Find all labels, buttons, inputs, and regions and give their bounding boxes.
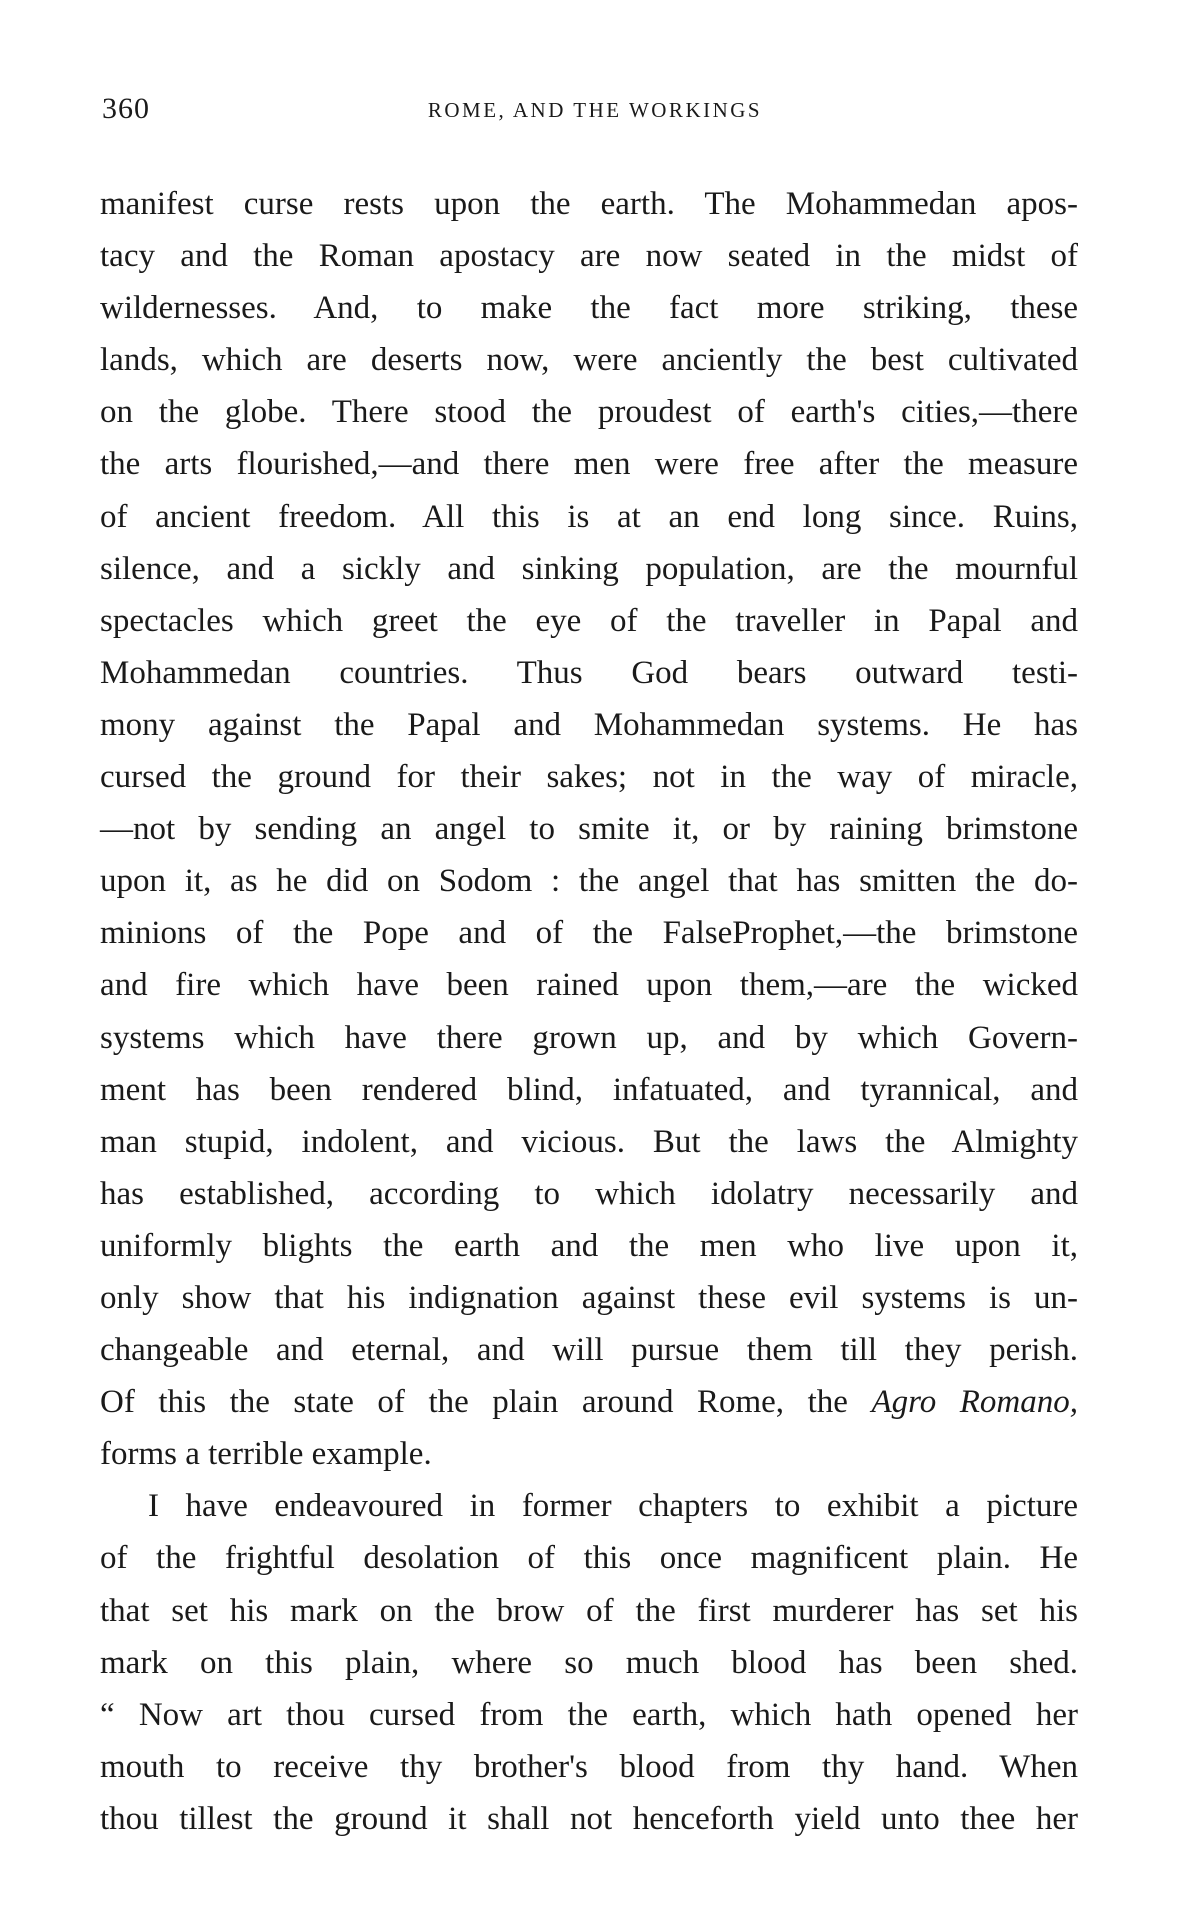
paragraph-1 (100, 178, 1078, 1480)
text-line: of ancient freedom. All this is at an end long since. Ruins, (100, 498, 1078, 535)
text-line: —not by sending an angel to smite it, or by raining brimstone (100, 811, 1078, 848)
italic-term-agro-romano: Agro Romano, (871, 1384, 1079, 1421)
text-line: thou tillest the ground it shall not henceforth yield unto thee her (100, 1800, 1078, 1837)
running-head: ROME, AND THE WORKINGS (427, 98, 763, 122)
text-line: “ Now art thou cursed from the earth, which hath opened her (100, 1696, 1078, 1733)
page-header (102, 92, 1078, 132)
paragraph-2 (100, 1480, 1078, 1845)
text-line: silence, and a sickly and sinking population, are the mournful (100, 550, 1078, 587)
text-line: ment has been rendered blind, infatuated, and tyrannical, and (100, 1071, 1078, 1108)
text-line: upon it, as he did on Sodom : the angel that has smitten the do- (100, 863, 1078, 900)
text-line: spectacles which greet the eye of the traveller in Papal and (100, 602, 1078, 639)
text-line: man stupid, indolent, and vicious. But the laws the Almighty (100, 1123, 1078, 1160)
text-line: mony against the Papal and Mohammedan systems. He has (100, 706, 1078, 743)
text-line: Mohammedan countries. Thus God bears outward testi- (100, 654, 1078, 691)
text-line: has established, according to which idolatry necessarily and (100, 1175, 1078, 1212)
text-line: changeable and eternal, and will pursue them till they perish. (100, 1332, 1078, 1369)
text-line: wildernesses. And, to make the fact more striking, these (100, 290, 1078, 327)
text-line: lands, which are deserts now, were anciently the best cultivated (100, 342, 1078, 379)
text-line: cursed the ground for their sakes; not in the way of miracle, (100, 759, 1078, 796)
text-line: I have endeavoured in former chapters to exhibit a picture (148, 1488, 1078, 1525)
text-line: and fire which have been rained upon them,—are the wicked (100, 967, 1078, 1004)
text-line: the arts flourished,—and there men were free after the measure (100, 446, 1078, 483)
text-line: systems which have there grown up, and by which Govern- (100, 1019, 1078, 1056)
text-line: only show that his indignation against these evil systems is un- (100, 1279, 1078, 1316)
text-line: uniformly blights the earth and the men who live upon it, (100, 1227, 1078, 1264)
text-line-paragraph-end: forms a terrible example. (100, 1436, 432, 1473)
text-before-italic: Of this the state of the plain around Rome, the (100, 1384, 872, 1421)
text-line: of the frightful desolation of this once magnificent plain. He (100, 1540, 1078, 1577)
text-line: that set his mark on the brow of the first murderer has set his (100, 1592, 1078, 1629)
page-number: 360 (102, 92, 150, 125)
text-line: minions of the Pope and of the FalseProphet,—the brimstone (100, 915, 1078, 952)
body-text (100, 178, 1078, 1845)
text-line: on the globe. There stood the proudest of earth's cities,—there (100, 394, 1078, 431)
text-line-agro-romano (100, 1376, 1078, 1428)
text-line: mark on this plain, where so much blood has been shed. (100, 1644, 1078, 1681)
text-line: mouth to receive thy brother's blood from thy hand. When (100, 1748, 1078, 1785)
text-line: tacy and the Roman apostacy are now seated in the midst of (100, 238, 1078, 275)
text-line: manifest curse rests upon the earth. The Mohammedan apos- (100, 186, 1078, 222)
